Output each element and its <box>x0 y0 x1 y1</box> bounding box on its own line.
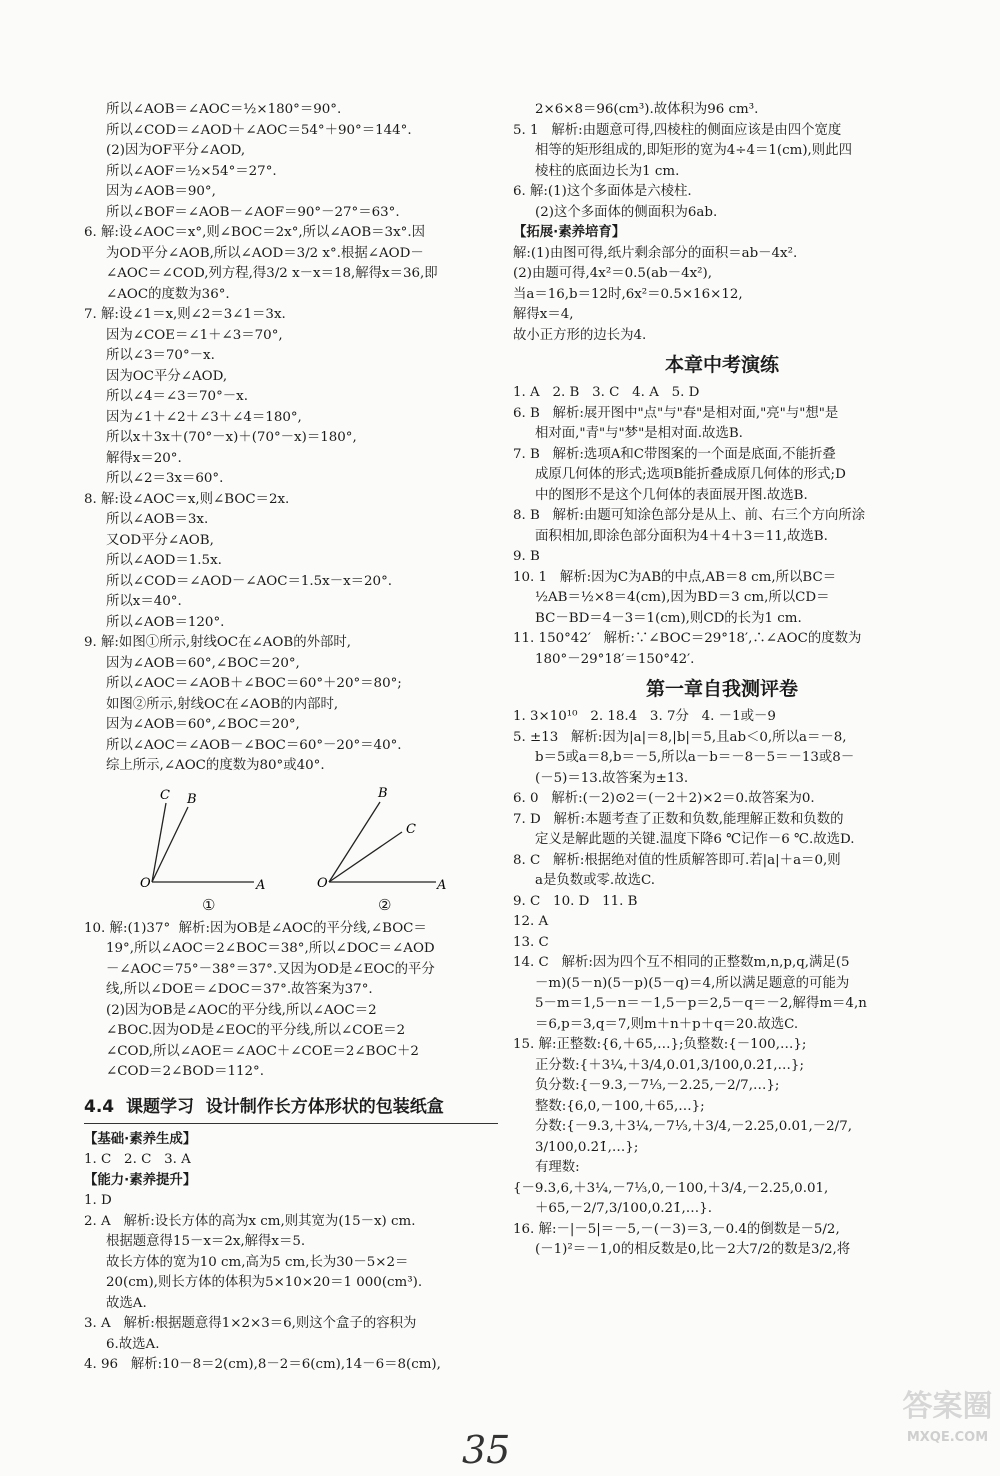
fig1-label-O: O <box>140 875 151 891</box>
answer-line: 8. C 解析:根据绝对值的性质解答即可.若|a|＋a＝0,则 <box>513 852 841 868</box>
answer-line: 因为∠AOB＝90°, <box>106 184 216 199</box>
answer-line: (－1)²＝－1,0的相反数是0,比－2大7/2的数是3/2,将 <box>535 1242 851 1257</box>
answer-line: (－5)＝13.故答案为±13. <box>535 770 689 786</box>
answer-line: 16. 解:－|－5|＝－5,－(－3)＝3,－0.4的倒数是－5/2, <box>513 1221 840 1237</box>
fig2-label-A: A <box>437 877 447 893</box>
answer-line: 为OD平分∠AOB,所以∠AOD＝3/2 x°.根据∠AOD－ <box>106 245 424 261</box>
left-answers-part2 <box>84 919 498 1083</box>
answer-line: {－9.3,6,＋3¼,－7⅓,0,－100,＋3/4,－2.25,0.01, <box>513 1180 829 1196</box>
answer-line: ＋65,－2/7,3/100,0.2̇1̇,…}. <box>535 1201 712 1216</box>
answer-line: 180°－29°18′＝150°42′. <box>535 651 695 667</box>
answer-line: －∠AOC＝75°－38°＝37°.又因为OD是∠EOC的平分 <box>106 961 435 977</box>
answer-line: 9. C 10. D 11. B <box>513 893 638 909</box>
angle-figures <box>84 777 498 895</box>
answer-line: 分数:{－9.3,＋3¼,－7⅓,＋3/4,－2.25,0.01,－2/7, <box>535 1119 852 1134</box>
answer-line: 12. A <box>513 914 549 929</box>
fig1-label-B: B <box>187 791 197 807</box>
answer-line: (2)因为OF平分∠AOD, <box>106 143 246 158</box>
answer-line: 6. 解:设∠AOC＝x°,则∠BOC＝2x°,所以∠AOB＝3x°.因 <box>84 225 425 240</box>
answer-line: (2)这个多面体的侧面积为6ab. <box>535 204 718 220</box>
answer-line: 所以∠3＝70°－x. <box>106 348 215 363</box>
answer-line: 综上所示,∠AOC的度数为80°或40°. <box>106 758 325 773</box>
figure-svg <box>84 777 498 895</box>
answer-line: －m)(5－n)(5－p)(5－q)＝4,所以满足题意的可能为 <box>535 975 850 991</box>
answer-line: 8. 解:设∠AOC＝x,则∠BOC＝2x. <box>84 491 290 507</box>
answer-line: 1. A 2. B 3. C 4. A 5. D <box>513 385 700 400</box>
answer-line: 所以∠AOC＝∠AOB＋∠BOC＝60°＋20°＝80°; <box>106 676 402 691</box>
answer-line: 相对面,"青"与"梦"是相对面.故选B. <box>535 426 743 441</box>
answer-line: 6. B 解析:展开图中"点"与"春"是相对面,"亮"与"想"是 <box>513 405 839 421</box>
answer-line: 所以∠COD＝∠AOD－∠AOC＝1.5x－x＝20°. <box>106 573 393 589</box>
watermark-logo: 答案圈 <box>902 1389 993 1424</box>
answer-line: a是负数或零.故选C. <box>535 873 655 888</box>
answer-line: 6.故选A. <box>106 1336 160 1352</box>
answer-line: 19°,所以∠AOC＝2∠BOC＝38°,所以∠DOC＝∠AOD <box>106 941 435 956</box>
watermark-url: MXQE.COM <box>906 1430 989 1445</box>
answer-line: 14. C 解析:因为四个互不相同的正整数m,n,p,q,满足(5 <box>513 955 850 970</box>
right-answers-part1 <box>513 100 931 346</box>
answer-line: 7. 解:设∠1＝x,则∠2＝3∠1＝3x. <box>84 307 286 322</box>
answer-line: 因为∠AOB＝60°,∠BOC＝20°, <box>106 717 300 732</box>
answer-line: BC－BD＝4－3＝1(cm),则CD的长为1 cm. <box>535 610 802 626</box>
answer-line: 棱柱的底面边长为1 cm. <box>535 163 680 179</box>
fig2-label-B: B <box>378 785 388 801</box>
answer-line: 9. B <box>513 549 540 564</box>
answer-line: 5－m＝1,5－n＝－1,5－p＝2,5－q＝－2,解得m＝4,n <box>535 996 867 1011</box>
answer-line: 如图②所示,射线OC在∠AOB的内部时, <box>106 696 339 712</box>
left-answers-part3 <box>84 1130 498 1376</box>
answer-line: 6. 解:(1)这个多面体是六棱柱. <box>513 184 692 199</box>
answer-line: b＝5或a＝8,b＝－5,所以a－b＝－8－5＝－13或8－ <box>535 750 855 765</box>
answer-line: 1. 3×10¹⁰ 2. 18.4 3. 7分 4. －1或－9 <box>513 709 776 724</box>
answer-line: 解:(1)由图可得,纸片剩余部分的面积＝ab－4x². <box>513 245 798 261</box>
answer-line: 所以x＋3x＋(70°－x)＋(70°－x)＝180°, <box>106 430 357 445</box>
answer-line: 15. 解:正整数:{6,＋65,…};负整数:{－100,…}; <box>513 1037 807 1052</box>
answer-line: 所以∠AOC＝∠AOB－∠BOC＝60°－20°＝40°. <box>106 737 402 753</box>
answer-line: 3/100,0.2̇1̇,…}; <box>535 1139 639 1155</box>
answer-line: 当a＝16,b＝12时,6x²＝0.5×16×12, <box>513 286 743 302</box>
answer-line: 6. 0 解析:(－2)⊙2＝(－2＋2)×2＝0.故答案为0. <box>513 791 815 806</box>
answer-line: 有理数: <box>535 1160 580 1175</box>
answer-line: 5. 1 解析:由题意可得,四棱柱的侧面应该是由四个宽度 <box>513 122 842 138</box>
answer-line: 所以∠AOB＝∠AOC＝½×180°＝90°. <box>106 102 342 117</box>
fig1-label-A: A <box>256 877 266 893</box>
watermark <box>895 1385 1000 1473</box>
answer-line: 1. D <box>84 1193 112 1208</box>
answer-line: 故选A. <box>106 1295 147 1311</box>
answer-line: 所以x＝40°. <box>106 594 182 609</box>
answer-line: 所以∠AOF＝½×54°＝27°. <box>106 163 277 179</box>
answer-line: 13. C <box>513 934 549 950</box>
left-answers-part1 <box>84 100 498 777</box>
answer-line: 10. 1 解析:因为C为AB的中点,AB＝8 cm,所以BC＝ <box>513 569 837 585</box>
answer-line: 因为∠COE＝∠1＋∠3＝70°, <box>106 327 283 343</box>
answer-line: 5. ±13 解析:因为|a|＝8,|b|＝5,且ab＜0,所以a＝－8, <box>513 729 847 745</box>
answer-line: 7. D 解析:本题考查了正数和负数,能理解正数和负数的 <box>513 811 844 827</box>
answer-line: 又OD平分∠AOB, <box>106 532 214 548</box>
answer-line: 所以∠AOD＝1.5x. <box>106 553 222 568</box>
answer-line: 【基础·素养生成】 <box>84 1131 197 1147</box>
self-test-title: 第一章自我测评卷 <box>645 678 798 700</box>
answer-line: 故长方体的宽为10 cm,高为5 cm,长为30－5×2＝ <box>106 1254 409 1270</box>
answer-line: 所以∠AOB＝120°. <box>106 614 225 630</box>
fig2-label-O: O <box>317 875 328 891</box>
answer-line: 整数:{6,0,－100,＋65,…}; <box>535 1098 705 1114</box>
page-number: 35 <box>462 1428 511 1472</box>
answer-line: (2)因为OB是∠AOC的平分线,所以∠AOC＝2 <box>106 1002 377 1018</box>
fig2-label-C: C <box>406 821 416 837</box>
fig2-caption: ② <box>378 895 392 914</box>
figure-2 <box>317 786 446 893</box>
answer-line: 正分数:{＋3¼,＋3/4,0.01,3/100,0.2̇1̇,…}; <box>535 1057 804 1073</box>
answer-line: (2)由题可得,4x²＝0.5(ab－4x²), <box>513 266 713 281</box>
answer-line: 所以∠BOF＝∠AOB－∠AOF＝90°－27°＝63°. <box>106 204 400 220</box>
answer-line: 8. B 解析:由题可知涂色部分是从上、前、右三个方向所涂 <box>513 508 866 523</box>
figure-1 <box>140 788 265 893</box>
answer-line: 7. B 解析:选项A和C带图案的一个面是底面,不能折叠 <box>513 446 836 462</box>
answer-line: 11. 150°42′ 解析:∵∠BOC＝29°18′,∴∠AOC的度数为 <box>513 631 862 646</box>
right-answers-part2 <box>513 383 931 670</box>
answer-line: 因为∠AOB＝60°,∠BOC＝20°, <box>106 655 300 671</box>
answer-line: 成原几何体的形式;选项B能折叠成原几何体的形式;D <box>535 467 846 482</box>
chapter-exam-title: 本章中考演练 <box>664 354 779 376</box>
right-answers-part3 <box>513 707 931 1261</box>
answer-line: 解得x＝20°. <box>106 450 182 466</box>
answer-line: 相等的矩形组成的,即矩形的宽为4÷4＝1(cm),则此四 <box>535 143 852 158</box>
answer-line: 【能力·素养提升】 <box>84 1172 197 1188</box>
answer-line: ∠COD＝2∠BOD＝112°. <box>106 1064 265 1079</box>
answer-line: 中的图形不是这个几何体的表面展开图.故选B. <box>535 487 808 503</box>
answer-line: 因为OC平分∠AOD, <box>106 368 228 384</box>
answer-line: 所以∠COD＝∠AOD＋∠AOC＝54°＋90°＝144°. <box>106 122 412 138</box>
answer-line: 解得x＝4, <box>513 307 574 322</box>
answer-line: 根据题意得15－x＝2x,解得x＝5. <box>106 1234 306 1249</box>
answer-line: ∠COD,所以∠AOE＝∠AOC＋∠COE＝2∠BOC＋2 <box>106 1043 419 1059</box>
answer-line: ＝6,p＝3,q＝7,则m＋n＋p＋q＝20.故选C. <box>535 1016 799 1032</box>
answer-line: ∠AOC＝∠COD,列方程,得3/2 x－x＝18,解得x＝36,即 <box>106 266 438 281</box>
answer-line: 所以∠4＝∠3＝70°－x. <box>106 389 248 404</box>
answer-line: 2×6×8＝96(cm³).故体积为96 cm³. <box>535 102 759 117</box>
answer-line: 面积相加,即涂色部分面积为4＋4＋3＝11,故选B. <box>535 528 828 544</box>
section-heading: 4.4 课题学习 设计制作长方体形状的包装纸盒 <box>84 1093 498 1124</box>
answer-line: ∠AOC的度数为36°. <box>106 286 230 302</box>
figure-captions <box>84 895 498 919</box>
fig1-label-C: C <box>160 787 170 803</box>
answer-line: 故小正方形的边长为4. <box>513 327 647 343</box>
answer-line: 线,所以∠DOE＝∠DOC＝37°.故答案为37°. <box>106 982 373 997</box>
answer-line: 20(cm),则长方体的体积为5×10×20＝1 000(cm³). <box>106 1275 423 1290</box>
fig1-caption: ① <box>202 895 216 914</box>
answer-line: 负分数:{－9.3,－7⅓,－2.25,－2/7,…}; <box>535 1078 780 1093</box>
answer-line: 10. 解:(1)37° 解析:因为OB是∠AOC的平分线,∠BOC＝ <box>84 920 427 936</box>
answer-line: 9. 解:如图①所示,射线OC在∠AOB的外部时, <box>84 635 352 650</box>
answer-line: 【拓展·素养培育】 <box>513 225 626 240</box>
left-column <box>84 100 498 1376</box>
answer-line: 4. 96 解析:10－8＝2(cm),8－2＝6(cm),14－6＝8(cm), <box>84 1357 441 1372</box>
answer-line: 所以∠2＝3x＝60°. <box>106 471 224 486</box>
answer-line: 1. C 2. C 3. A <box>84 1152 191 1167</box>
answer-line: ∠BOC.因为OD是∠EOC的平分线,所以∠COE＝2 <box>106 1023 406 1038</box>
answer-line: 2. A 解析:设长方体的高为x cm,则其宽为(15－x) cm. <box>84 1213 416 1229</box>
right-column <box>513 100 931 1261</box>
answer-line: ½AB＝½×8＝4(cm),因为BD＝3 cm,所以CD＝ <box>535 590 830 605</box>
answer-line: 所以∠AOB＝3x. <box>106 512 209 527</box>
answer-line: 因为∠1＋∠2＋∠3＋∠4＝180°, <box>106 409 302 425</box>
answer-line: 3. A 解析:根据题意得1×2×3＝6,则这个盒子的容积为 <box>84 1316 417 1331</box>
answer-line: 定义是解此题的关键.温度下降6 ℃记作－6 ℃.故选D. <box>535 832 855 847</box>
